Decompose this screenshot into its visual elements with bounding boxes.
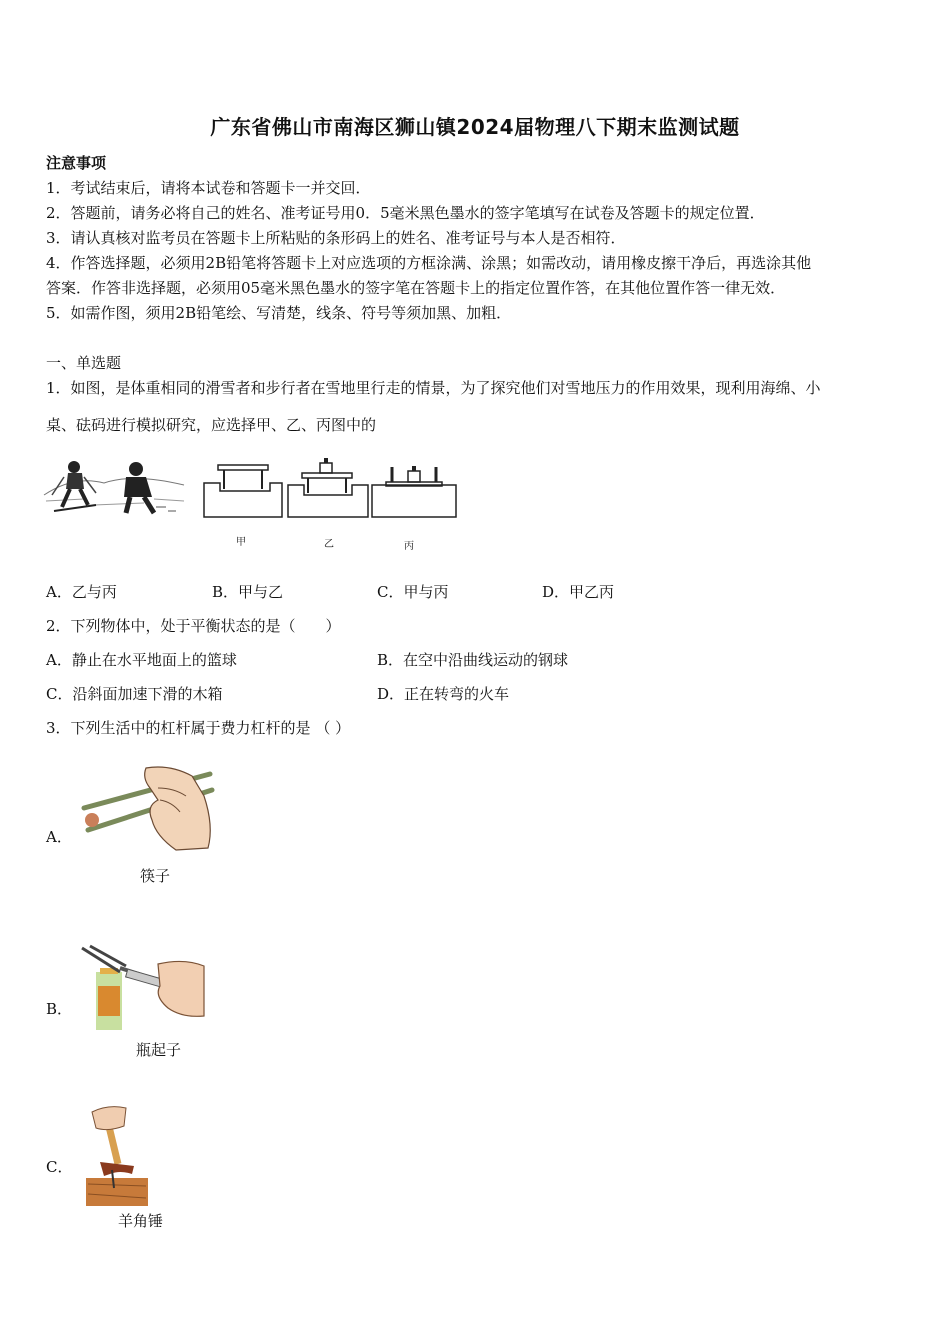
- claw-hammer-image: [82, 1104, 152, 1208]
- q3-option-b[interactable]: B．: [46, 1000, 73, 1018]
- q1-option-d[interactable]: D．甲乙丙: [542, 583, 615, 601]
- notes-heading: 注意事项: [46, 154, 107, 172]
- q1-option-a[interactable]: A．乙与丙: [46, 583, 117, 601]
- q1-stem-line1: 1．如图，是体重相同的滑雪者和步行者在雪地里行走的情景，为了探究他们对雪地压力的作用效果，现利用海绵、小: [46, 379, 821, 397]
- q3-stem: 3．下列生活中的杠杆属于费力杠杆的是 （ ）: [46, 719, 351, 737]
- q1-option-b[interactable]: B．甲与乙: [212, 583, 284, 601]
- skier-walker-figure: [44, 455, 189, 517]
- note-item: 2．答题前，请务必将自己的姓名、准考证号用0．5毫米黑色墨水的签字笔填写在试卷及答题卡的规定位置．: [46, 204, 765, 222]
- bottle-opener-image: [80, 946, 208, 1030]
- q1-stem-line2: 桌、砝码进行模拟研究，应选择甲、乙、丙图中的: [46, 416, 377, 434]
- q2-option-c[interactable]: C．沿斜面加速下滑的木箱: [46, 685, 223, 703]
- note-item: 3．请认真核对监考员在答题卡上所粘贴的条形码上的姓名、准考证号与本人是否相符．: [46, 229, 626, 247]
- page-title: 广东省佛山市南海区狮山镇2024届物理八下期末监测试题: [210, 115, 740, 139]
- q2-stem: 2．下列物体中，处于平衡状态的是（ ）: [46, 617, 341, 635]
- q3-caption-a: 筷子: [140, 867, 171, 885]
- fig-label-yi: 乙: [324, 539, 334, 550]
- note-item: 1．考试结束后，请将本试卷和答题卡一并交回．: [46, 179, 371, 197]
- q3-option-a[interactable]: A．: [46, 828, 72, 846]
- section-heading: 一、单选题: [46, 354, 122, 372]
- q3-option-c[interactable]: C．: [46, 1158, 73, 1176]
- q3-caption-b: 瓶起子: [136, 1041, 182, 1059]
- note-item: 5．如需作图，须用2B铅笔绘、写清楚，线条、符号等须加黑、加粗．: [46, 304, 512, 322]
- sponge-experiment-figure: [202, 455, 460, 520]
- q1-option-c[interactable]: C．甲与丙: [377, 583, 449, 601]
- fig-label-bing: 丙: [404, 541, 414, 552]
- q3-caption-c: 羊角锤: [118, 1212, 164, 1230]
- fig-label-jia: 甲: [236, 537, 246, 548]
- chopsticks-image: [80, 766, 215, 854]
- note-item: 答案．作答非选择题，必须用05毫米黑色墨水的签字笔在答题卡上的指定位置作答，在其他位置作答一律无效．: [46, 279, 786, 297]
- note-item: 4．作答选择题，必须用2B铅笔将答题卡上对应选项的方框涂满、涂黑；如需改动，请用橡皮擦干净后，再选涂其他: [46, 254, 812, 272]
- q2-option-b[interactable]: B．在空中沿曲线运动的钢球: [377, 651, 569, 669]
- q2-option-a[interactable]: A．静止在水平地面上的篮球: [46, 651, 237, 669]
- q2-option-d[interactable]: D．正在转弯的火车: [377, 685, 510, 703]
